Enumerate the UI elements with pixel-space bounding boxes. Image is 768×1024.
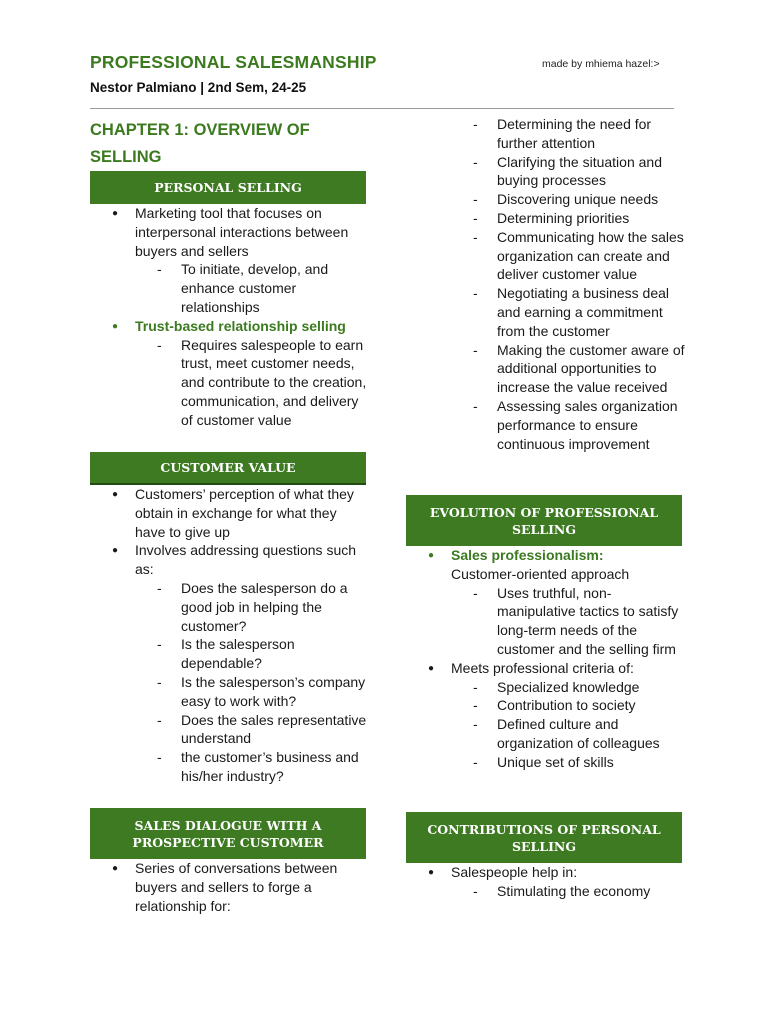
dash-marker: - <box>473 397 478 414</box>
sub-list-item-text: Determining priorities <box>497 209 630 226</box>
list-item-text: Involves addressing questions such as: <box>135 542 357 578</box>
sales-dialogue-list <box>90 859 370 915</box>
contributions-list <box>406 863 686 901</box>
dash-marker: - <box>473 116 478 132</box>
sub-list-item <box>406 284 686 340</box>
list-item <box>90 317 370 336</box>
section-heading-personal-selling <box>90 171 366 204</box>
list-item <box>90 541 370 579</box>
author-credit: made by mhiema hazel:> <box>542 58 660 70</box>
dash-marker: - <box>473 209 478 226</box>
sub-list-item-text: To initiate, develop, and enhance customer relationships <box>181 261 329 315</box>
sub-list-item-text: Stimulating the economy <box>497 882 651 899</box>
sub-list-item <box>406 696 686 715</box>
bullet-marker: ● <box>112 320 119 332</box>
sub-list-item-text: Unique set of skills <box>497 753 614 770</box>
document-subtitle: Nestor Palmiano | 2nd Sem, 24-25 <box>90 80 307 95</box>
list-item-text: Customers’ perception of what they obtain in exchange for what they have to give up <box>135 486 354 540</box>
bullet-marker: ● <box>428 662 435 674</box>
section-heading-label: CONTRIBUTIONS OF PERSONAL SELLING <box>427 821 661 854</box>
sub-list-item-text: Negotiating a business deal and earning a commitment from the customer <box>497 285 670 339</box>
section-heading-contributions <box>406 812 682 863</box>
sub-list-item <box>406 715 686 753</box>
sub-list-item <box>406 882 686 901</box>
sub-list-item <box>406 228 686 284</box>
list-item <box>90 859 370 915</box>
dash-marker: - <box>157 749 162 766</box>
sub-list-item-text: Assessing sales organization performance to ensure continuous improvement <box>497 397 678 452</box>
sub-list-item <box>406 584 686 659</box>
evolution-list <box>406 546 686 772</box>
dash-marker: - <box>157 711 162 728</box>
dash-marker: - <box>473 753 478 770</box>
bullet-marker: ● <box>112 863 119 874</box>
section-heading-evolution <box>406 495 682 546</box>
sub-list-item <box>406 753 686 772</box>
list-item <box>90 204 370 260</box>
dash-marker: - <box>473 678 478 695</box>
sub-list-item-text: Contribution to society <box>497 697 636 714</box>
sub-list-item <box>90 260 370 316</box>
sub-list-item-text: Communicating how the sales organization can create and deliver customer value <box>497 228 684 283</box>
dash-marker: - <box>473 285 478 302</box>
section-heading-label: CUSTOMER VALUE <box>160 460 296 475</box>
sub-list-item <box>90 579 370 635</box>
bullet-marker: ● <box>428 550 435 561</box>
customer-value-list <box>90 485 370 786</box>
section-heading-label: EVOLUTION OF PROFESSIONAL SELLING <box>429 504 659 537</box>
list-item-title: Sales professionalism: <box>451 547 604 563</box>
sub-list-item-text: Uses truthful, non-manipulative tactics to satisfy long-term needs of the customer and the selling firm <box>497 584 679 657</box>
dash-marker: - <box>473 882 478 899</box>
dash-marker: - <box>473 228 478 245</box>
dash-marker: - <box>157 336 162 353</box>
list-item <box>406 546 686 565</box>
sub-list-item-text: Determining the need for further attention <box>497 116 652 151</box>
sub-list-item-text: Is the salesperson’s company easy to work with? <box>181 673 366 709</box>
sub-list-item-text: Discovering unique needs <box>497 191 659 208</box>
sales-dialogue-continued-list <box>406 115 686 453</box>
sub-list-item <box>406 397 686 453</box>
sub-list-item-text: Defined culture and organization of colleagues <box>497 716 660 751</box>
bullet-marker: ● <box>112 208 119 219</box>
sub-list-item-text: Specialized knowledge <box>497 678 640 695</box>
dash-marker: - <box>473 697 478 714</box>
bullet-marker: ● <box>112 489 119 500</box>
list-item-text: Salespeople help in: <box>451 864 578 880</box>
sub-list-item-text: Is the salesperson dependable? <box>181 636 295 672</box>
list-item-text: Customer-oriented approach <box>451 565 630 582</box>
dash-marker: - <box>473 584 478 601</box>
sub-list-item <box>90 635 370 673</box>
header-divider <box>90 108 674 109</box>
list-item-text: Marketing tool that focuses on interpersonal interactions between buyers and sellers <box>135 205 349 259</box>
list-item-text: Meets professional criteria of: <box>451 659 634 676</box>
list-item <box>406 659 686 678</box>
dash-marker: - <box>157 673 162 690</box>
section-heading-sales-dialogue <box>90 808 366 859</box>
list-item-text: Series of conversations between buyers and sellers to forge a relationship for: <box>135 860 338 914</box>
sub-list-item <box>90 748 370 786</box>
list-item-continuation <box>406 565 686 584</box>
document-title: PROFESSIONAL SALESMANSHIP <box>90 52 377 72</box>
dash-marker: - <box>473 191 478 208</box>
sub-list-item <box>90 673 370 711</box>
sub-list-item-text: the customer’s business and his/her industry? <box>181 749 359 784</box>
sub-list-item <box>406 153 686 191</box>
dash-marker: - <box>157 579 162 596</box>
bullet-marker: ● <box>428 867 435 878</box>
dash-marker: - <box>157 261 162 278</box>
sub-list-item <box>406 341 686 397</box>
dash-marker: - <box>473 153 478 170</box>
dash-marker: - <box>473 341 478 358</box>
bullet-marker: ● <box>112 545 119 557</box>
list-item-text: Trust-based relationship selling <box>135 317 346 334</box>
chapter-heading: CHAPTER 1: OVERVIEW OF SELLING <box>90 121 310 166</box>
sub-list-item-text: Clarifying the situation and buying processes <box>497 153 662 189</box>
sub-list-item <box>90 336 370 430</box>
list-item <box>90 485 370 541</box>
sub-list-item-text: Making the customer aware of additional opportunities to increase the value received <box>497 341 685 396</box>
section-heading-customer-value <box>90 452 366 485</box>
list-item <box>406 863 686 882</box>
personal-selling-list <box>90 204 370 430</box>
dash-marker: - <box>157 636 162 653</box>
sub-list-item <box>406 209 686 228</box>
sub-list-item <box>90 711 370 749</box>
sub-list-item <box>406 190 686 209</box>
section-heading-label: PERSONAL SELLING <box>154 180 302 195</box>
sub-list-item <box>406 115 686 153</box>
dash-marker: - <box>473 716 478 733</box>
sub-list-item-text: Does the sales representative understand <box>181 711 367 747</box>
sub-list-item-text: Does the salesperson do a good job in helping the customer? <box>181 579 348 634</box>
sub-list-item <box>406 678 686 697</box>
section-heading-label: SALES DIALOGUE WITH A PROSPECTIVE CUSTOMER <box>132 817 324 850</box>
sub-list-item-text: Requires salespeople to earn trust, meet customer needs, and contribute to the creation, communication, and delivery of customer value <box>181 336 367 428</box>
